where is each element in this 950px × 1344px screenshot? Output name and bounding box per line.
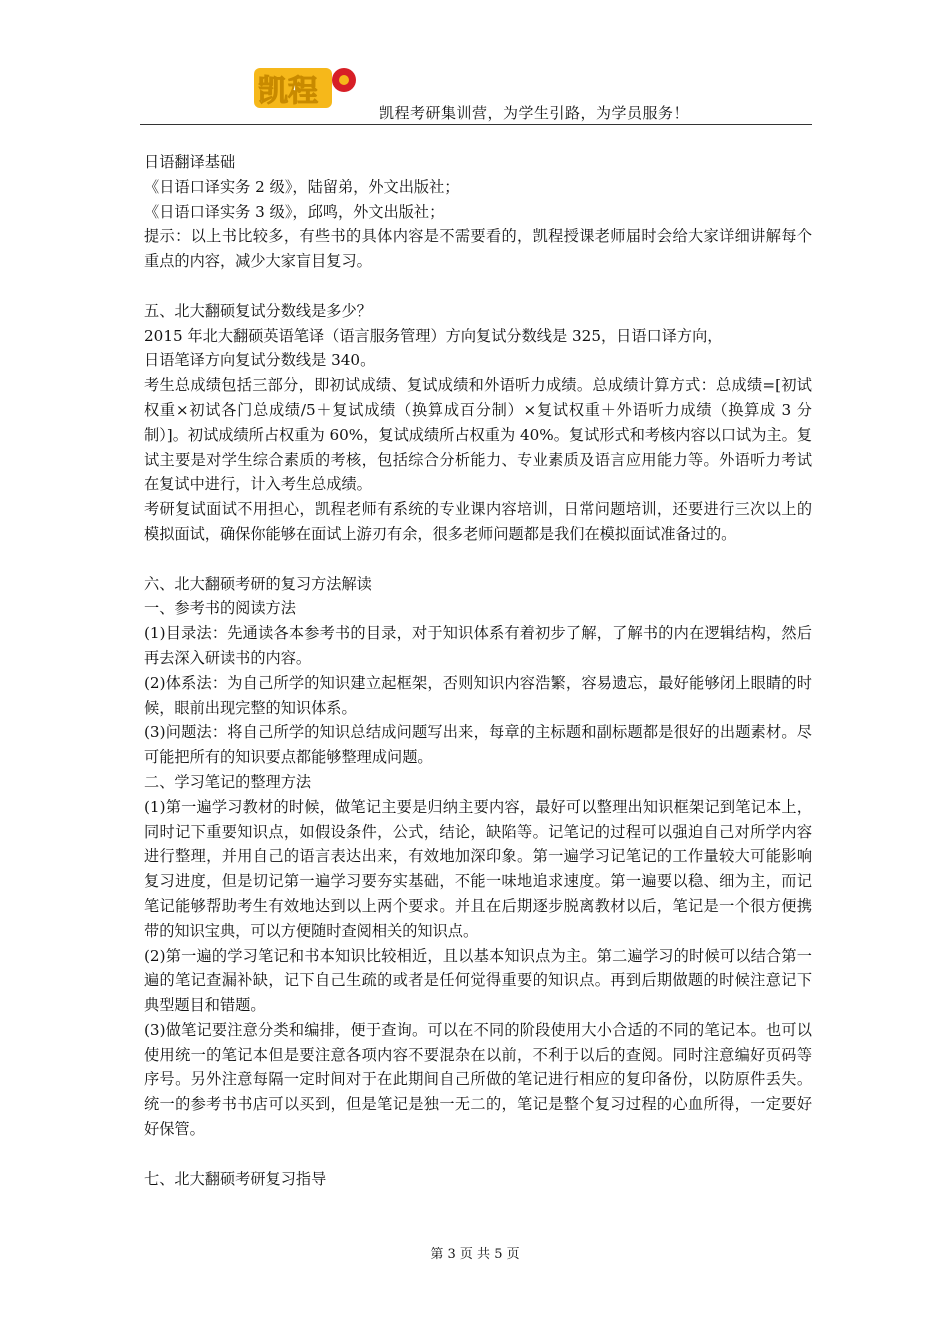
section-heading: 六、北大翻硕考研的复习方法解读 (144, 574, 372, 593)
paragraph: (1)目录法：先通读各本参考书的目录，对于知识体系有着初步了解，了解书的内在逻辑结构，然后再去深入研读书的内容。 (144, 624, 812, 667)
section-heading: 五、北大翻硕复试分数线是多少？ (144, 301, 372, 320)
paragraph: 《日语口译实务 2 级》，陆留弟，外文出版社； (144, 177, 460, 196)
svg-text:凯程: 凯程 (258, 74, 318, 109)
blank-line (144, 547, 812, 572)
paragraph: (3)问题法：将自己所学的知识总结成问题写出来，每章的主标题和副标题都是很好的出题素材。尽可能把所有的知识要点都能够整理成问题。 (144, 723, 812, 767)
paragraph: (3)做笔记要注意分类和编排，便于查询。可以在不同的阶段使用大小合适的不同的笔记本。也可以使用统一的笔记本但是要注意各项内容不要混杂在以前，不利于以后的查阅。同时注意编好页码等序号。另外注意每隔一定时间对于在此期间自己所做的笔记进行相应的复印备份，以防原件丢失。统一的参考书书店可以买到，但是笔记是独一无二的，笔记是整个复习过程的心血所得，一定要好好保管。 (144, 1020, 812, 1139)
paragraph: 考生总成绩包括三部分，即初试成绩、复试成绩和外语听力成绩。总成绩计算方式：总成绩=[初试权重×初试各门总成绩/5＋复试成绩（换算成百分制）×复试权重＋外语听力成绩（换算成 3 分制）]。初试成绩所占权重为 60%，复试成绩所占权重为 40%。复试形式和考核内容以口试为主。复试主要是对学生综合素质的考核，包括综合分析能力、专业素质及语言应用能力等。外语听力考试在复试中进行，计入考生总成绩。 (144, 376, 812, 494)
paragraph: (2)第一遍的学习笔记和书本知识比较相近，且以基本知识点为主。第二遍学习的时候可以结合第一遍的笔记查漏补缺，记下自己生疏的或者是任何觉得重要的知识点。再到后期做题的时候注意记下典型题目和错题。 (144, 946, 812, 1015)
header-slogan: 凯程考研集训营，为学生引路，为学员服务！ (379, 104, 690, 122)
page-header (140, 58, 812, 124)
paragraph: 日语笔译方向复试分数线是 340。 (144, 351, 376, 370)
blank-line (144, 1142, 812, 1167)
document-body (144, 150, 812, 1191)
paragraph: 日语翻译基础 (144, 153, 236, 171)
paragraph: 《日语口译实务 3 级》，邱鸣，外文出版社； (144, 202, 445, 221)
page-number: 第 3 页 共 5 页 (430, 1247, 520, 1262)
paragraph: 提示：以上书比较多，有些书的具体内容是不需要看的，凯程授课老师届时会给大家详细讲解每个重点的内容，减少大家盲目复习。 (144, 227, 812, 271)
kaicheng-logo (252, 58, 372, 118)
paragraph: 考研复试面试不用担心，凯程老师有系统的专业课内容培训，日常问题培训，还要进行三次以上的模拟面试，确保你能够在面试上游刃有余，很多老师问题都是我们在模拟面试准备过的。 (144, 500, 812, 543)
paragraph: (1)第一遍学习教材的时候，做笔记主要是归纳主要内容，最好可以整理出知识框架记到笔记本上，同时记下重要知识点，如假设条件，公式，结论，缺陷等。记笔记的过程可以强迫自己对所学内容进行整理，并用自己的语言表达出来，有效地加深印象。第一遍学习记笔记的工作量较大可能影响复习进度，但是切记第一遍学习要夯实基础，不能一味地追求速度。第一遍要以稳、细为主，而记笔记能够帮助考生有效地达到以上两个要求。并且在后期逐步脱离教材以后，笔记是一个很方便携带的知识宝典，可以方便随时查阅相关的知识点。 (144, 797, 812, 940)
header-divider (140, 124, 812, 125)
subsection-heading: 一、参考书的阅读方法 (144, 599, 296, 618)
section-heading: 七、北大翻硕考研复习指导 (144, 1169, 327, 1188)
blank-line (144, 274, 812, 299)
paragraph: (2)体系法：为自己所学的知识建立起框架，否则知识内容浩繁，容易遗忘，最好能够闭上眼睛的时候，眼前出现完整的知识体系。 (144, 673, 812, 717)
paragraph: 2015 年北大翻硕英语笔译（语言服务管理）方向复试分数线是 325，日语口译方向， (144, 326, 723, 345)
subsection-heading: 二、学习笔记的整理方法 (144, 772, 312, 791)
